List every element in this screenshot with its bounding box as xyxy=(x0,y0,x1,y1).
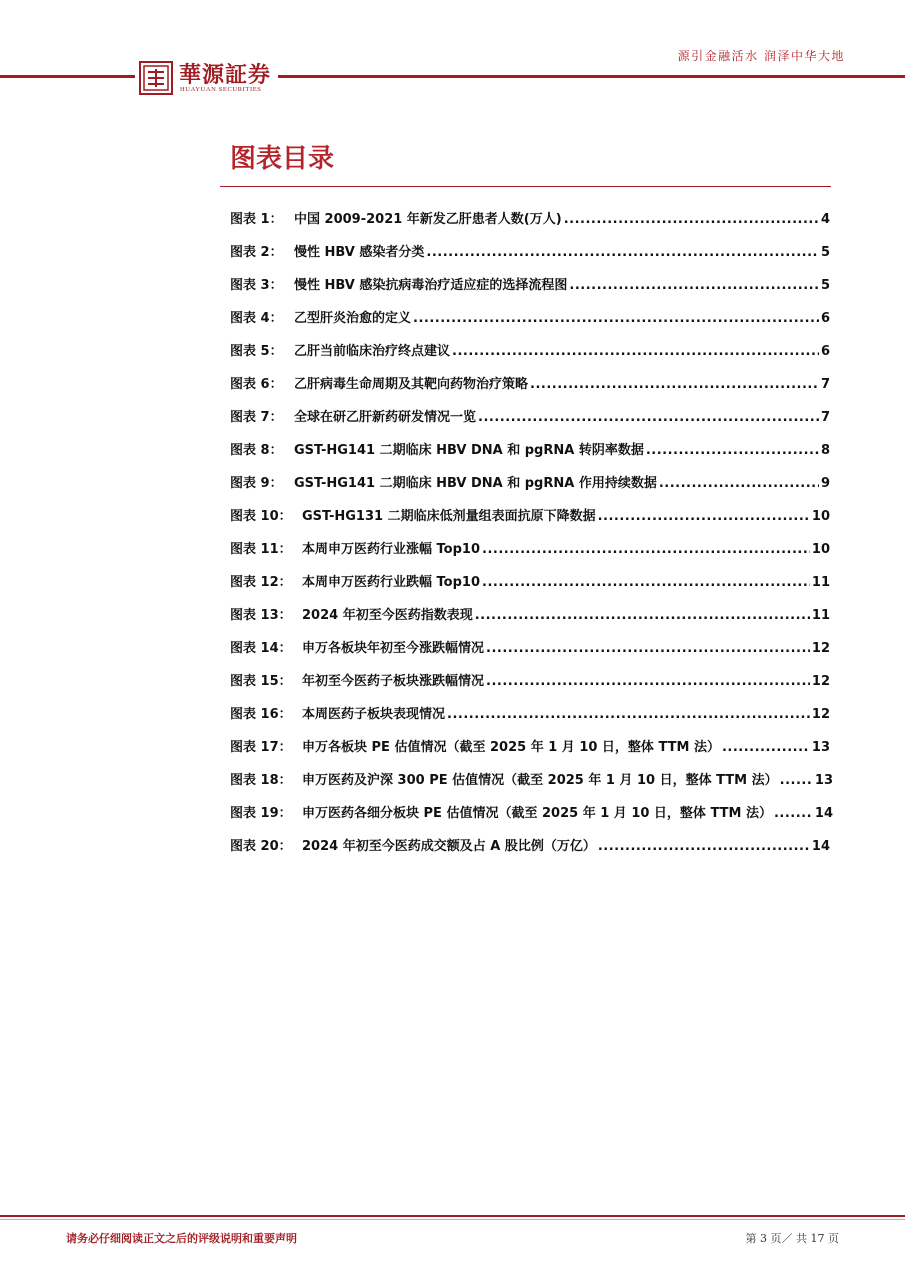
toc-text: 申万各板块 PE 估值情况（截至 2025 年 1 月 10 日，整体 TTM 法） xyxy=(302,740,720,755)
toc-label: 图表 2： xyxy=(230,245,283,260)
toc-page: 7 xyxy=(820,377,830,392)
toc-page: 6 xyxy=(820,311,830,326)
toc-text: GST-HG131 二期临床低剂量组表面抗原下降数据 xyxy=(302,509,596,524)
toc-text: 乙肝当前临床治疗终点建议 xyxy=(294,344,451,359)
toc-text: GST-HG141 二期临床 HBV DNA 和 pgRNA 转阴率数据 xyxy=(294,443,644,458)
slogan: 源引金融活水 润泽中华大地 xyxy=(677,49,845,63)
toc-page: 7 xyxy=(820,410,830,425)
toc-page: 6 xyxy=(820,344,830,359)
toc-label: 图表 9： xyxy=(230,476,283,491)
title-divider xyxy=(220,186,831,187)
toc-leader xyxy=(426,245,819,260)
toc-page: 8 xyxy=(820,443,830,458)
toc-label: 图表 6： xyxy=(230,377,283,392)
toc-leader xyxy=(482,542,810,557)
footer-rule xyxy=(0,1215,905,1217)
toc-text: 2024 年初至今医药指数表现 xyxy=(302,608,473,623)
toc-page: 10 xyxy=(811,509,830,524)
toc-leader xyxy=(486,641,810,656)
toc-label: 图表 14： xyxy=(230,641,292,656)
toc-leader xyxy=(482,575,810,590)
toc-entry[interactable] xyxy=(230,439,830,472)
toc-entry[interactable] xyxy=(230,307,830,340)
toc-leader xyxy=(486,674,810,689)
toc-leader xyxy=(530,377,819,392)
toc-text: 全球在研乙肝新药研发情况一览 xyxy=(294,410,477,425)
toc-entry[interactable] xyxy=(230,670,830,703)
toc-entry[interactable] xyxy=(230,406,830,439)
toc-label: 图表 11： xyxy=(230,542,292,557)
header-rule-left xyxy=(0,75,135,78)
company-name: 華源証券 xyxy=(179,62,272,88)
toc-page: 12 xyxy=(811,707,830,722)
toc-text: 乙型肝炎治愈的定义 xyxy=(294,311,412,326)
toc-label: 图表 8： xyxy=(230,443,283,458)
toc-text: 慢性 HBV 感染抗病毒治疗适应症的选择流程图 xyxy=(294,278,568,293)
toc-text: 本周医药子板块表现情况 xyxy=(302,707,446,722)
toc-page: 4 xyxy=(820,212,830,227)
toc-entry[interactable] xyxy=(230,505,830,538)
toc-page: 11 xyxy=(811,575,830,590)
toc-leader xyxy=(452,344,819,359)
toc-entry[interactable] xyxy=(230,538,830,571)
toc-entry[interactable] xyxy=(230,637,830,670)
toc-label: 图表 4： xyxy=(230,311,283,326)
toc-text: 申万医药及沪深 300 PE 估值情况（截至 2025 年 1 月 10 日，整体 TTM 法） xyxy=(302,773,778,788)
toc-page: 14 xyxy=(814,806,833,821)
footer-rule-gold xyxy=(0,1219,905,1220)
toc-label: 图表 16： xyxy=(230,707,292,722)
toc-label: 图表 20： xyxy=(230,839,292,854)
toc-label: 图表 12： xyxy=(230,575,292,590)
huayuan-logo-icon xyxy=(139,61,173,95)
toc-entry[interactable] xyxy=(230,769,833,802)
toc-page: 5 xyxy=(820,278,830,293)
toc-label: 图表 3： xyxy=(230,278,283,293)
toc-entry[interactable] xyxy=(230,241,830,274)
toc-text: 中国 2009-2021 年新发乙肝患者人数(万人) xyxy=(294,212,562,227)
toc-leader xyxy=(478,410,819,425)
toc-page: 9 xyxy=(820,476,830,491)
toc-leader xyxy=(475,608,810,623)
toc-leader xyxy=(774,806,813,821)
figure-toc-list xyxy=(230,208,833,868)
toc-label: 图表 19： xyxy=(230,806,292,821)
toc-page: 10 xyxy=(811,542,830,557)
toc-leader xyxy=(722,740,810,755)
toc-page: 13 xyxy=(814,773,833,788)
toc-entry[interactable] xyxy=(230,703,830,736)
toc-leader xyxy=(413,311,819,326)
toc-text: 申万各板块年初至今涨跌幅情况 xyxy=(302,641,485,656)
toc-leader xyxy=(598,509,810,524)
toc-label: 图表 5： xyxy=(230,344,283,359)
toc-text: 本周申万医药行业跌幅 Top10 xyxy=(302,575,480,590)
toc-entry[interactable] xyxy=(230,835,830,868)
toc-page: 14 xyxy=(811,839,830,854)
footer-disclaimer: 请务必仔细阅读正文之后的评级说明和重要声明 xyxy=(66,1232,297,1245)
toc-text: 本周申万医药行业涨幅 Top10 xyxy=(302,542,480,557)
toc-page: 12 xyxy=(811,641,830,656)
toc-leader xyxy=(447,707,810,722)
toc-label: 图表 17： xyxy=(230,740,292,755)
toc-page: 11 xyxy=(811,608,830,623)
toc-label: 图表 7： xyxy=(230,410,283,425)
toc-entry[interactable] xyxy=(230,802,833,835)
toc-text: 慢性 HBV 感染者分类 xyxy=(294,245,425,260)
toc-text: GST-HG141 二期临床 HBV DNA 和 pgRNA 作用持续数据 xyxy=(294,476,657,491)
page-title: 图表目录 xyxy=(230,144,335,174)
toc-text: 乙肝病毒生命周期及其靶向药物治疗策略 xyxy=(294,377,529,392)
toc-page: 5 xyxy=(820,245,830,260)
toc-label: 图表 13： xyxy=(230,608,292,623)
toc-page: 13 xyxy=(811,740,830,755)
header-rule-right xyxy=(278,75,905,78)
toc-leader xyxy=(780,773,813,788)
toc-entry[interactable] xyxy=(230,373,830,406)
page-number: 第 3 页／ 共 17 页 xyxy=(745,1232,839,1245)
toc-leader xyxy=(564,212,819,227)
toc-label: 图表 1： xyxy=(230,212,283,227)
toc-page: 12 xyxy=(811,674,830,689)
toc-label: 图表 15： xyxy=(230,674,292,689)
toc-entry[interactable] xyxy=(230,736,830,769)
toc-leader xyxy=(659,476,819,491)
toc-text: 2024 年初至今医药成交额及占 A 股比例（万亿） xyxy=(302,839,596,854)
toc-entry[interactable] xyxy=(230,472,830,505)
toc-entry[interactable] xyxy=(230,208,830,241)
toc-text: 年初至今医药子板块涨跌幅情况 xyxy=(302,674,485,689)
toc-entry[interactable] xyxy=(230,340,830,373)
toc-entry[interactable] xyxy=(230,274,830,307)
toc-entry[interactable] xyxy=(230,571,830,604)
toc-label: 图表 10： xyxy=(230,509,292,524)
toc-leader xyxy=(598,839,810,854)
company-name-en: HUAYUAN SECURITIES xyxy=(180,86,262,93)
toc-text: 申万医药各细分板块 PE 估值情况（截至 2025 年 1 月 10 日，整体 TTM 法） xyxy=(302,806,772,821)
toc-label: 图表 18： xyxy=(230,773,292,788)
toc-entry[interactable] xyxy=(230,604,830,637)
toc-leader xyxy=(646,443,819,458)
toc-leader xyxy=(569,278,819,293)
